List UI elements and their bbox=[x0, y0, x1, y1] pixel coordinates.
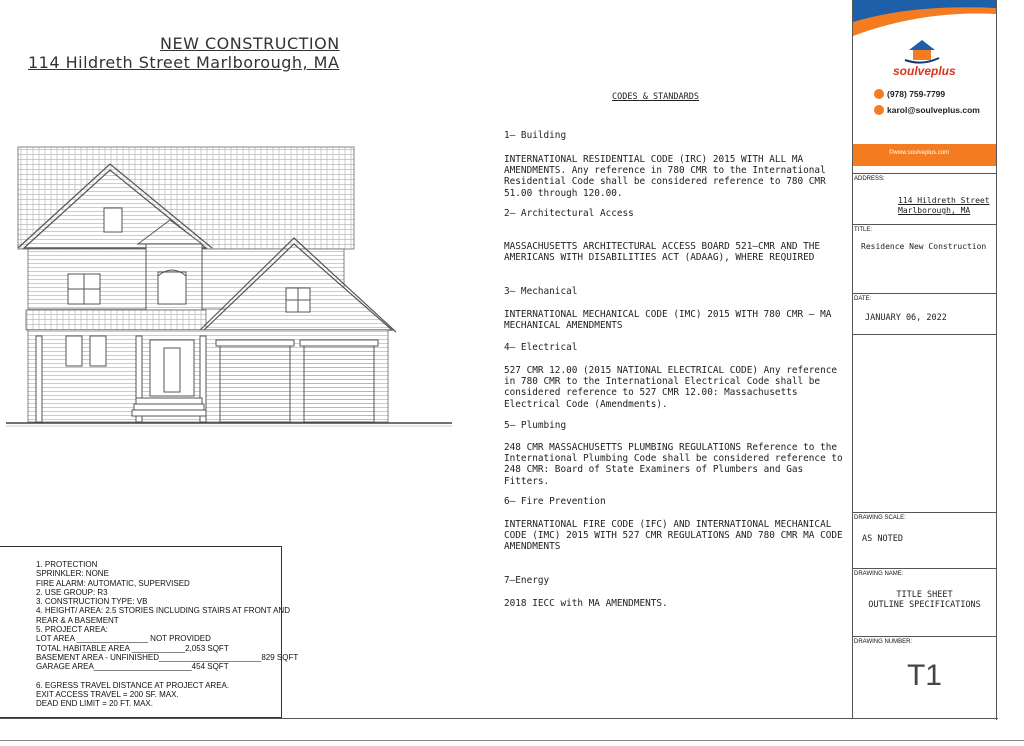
drawing-number-label: DRAWING NUMBER: bbox=[854, 639, 913, 645]
spec-line: 1. PROTECTION bbox=[36, 560, 98, 569]
scale-value: AS NOTED bbox=[862, 534, 903, 544]
title-cell bbox=[852, 224, 997, 295]
spec-line: DEAD END LIMIT = 20 FT. MAX. bbox=[36, 699, 153, 709]
sheet-border-bottom bbox=[0, 718, 998, 719]
logo-website: ©www.soulveplus.com bbox=[889, 150, 950, 156]
project-specs-box bbox=[0, 546, 299, 718]
code-body-building: INTERNATIONAL RESIDENTIAL CODE (IRC) 2015 WITH ALL MA AMENDMENTS. Any reference in 780 CMR to the International Residential Code shall be considered reference to 780 CMR 51.00 through 120.00. bbox=[504, 154, 826, 199]
blank-cell bbox=[852, 334, 997, 512]
date-cell bbox=[852, 293, 997, 334]
front-elevation-drawing bbox=[0, 140, 460, 440]
code-heading-electrical: 4— Electrical bbox=[504, 342, 578, 353]
project-title: NEW CONSTRUCTION bbox=[160, 34, 340, 53]
title-value: Residence New Construction bbox=[861, 242, 987, 251]
drawing-name-line1: TITLE SHEET bbox=[896, 590, 953, 600]
spec-line: 2. USE GROUP: R3 bbox=[36, 587, 108, 597]
spec-line: 4. HEIGHT/ AREA: 2.5 STORIES INCLUDING STAIRS AT FRONT AND bbox=[36, 606, 290, 616]
spec-line: 3. CONSTRUCTION TYPE: VB bbox=[36, 597, 148, 607]
spec-line: 6. EGRESS TRAVEL DISTANCE AT PROJECT AREA. bbox=[36, 680, 230, 690]
address-cell bbox=[852, 173, 997, 229]
drawing-number-cell bbox=[852, 636, 997, 718]
spec-line: FIRE ALARM: AUTOMATIC, SUPERVISED bbox=[36, 578, 190, 588]
code-heading-mechanical: 3— Mechanical bbox=[504, 286, 578, 297]
title-label: TITLE: bbox=[854, 227, 873, 233]
logo-brand: soulveplus bbox=[893, 64, 956, 78]
project-address: 114 Hildreth Street Marlborough, MA bbox=[28, 53, 340, 72]
logo-background-swoosh bbox=[853, 0, 996, 166]
date-value: JANUARY 06, 2022 bbox=[865, 313, 947, 323]
drawing-number: T1 bbox=[906, 659, 942, 692]
code-body-fire: INTERNATIONAL FIRE CODE (IFC) AND INTERNATIONAL MECHANICAL CODE (IMC) 2015 WITH 527 CMR REGULATIONS AND 780 CMR MA CODE AMENDMENTS bbox=[504, 519, 843, 553]
spec-line: SPRINKLER: NONE bbox=[36, 569, 109, 579]
spec-line: 5. PROJECT AREA: bbox=[36, 625, 108, 635]
drawing-name-label: DRAWING NAME: bbox=[854, 571, 904, 577]
scale-label: DRAWING SCALE: bbox=[854, 515, 906, 521]
spec-line: TOTAL HABITABLE AREA ____________2,053 SQFT bbox=[36, 643, 229, 653]
company-logo-panel bbox=[853, 0, 996, 166]
address-line1: 114 Hildreth Street bbox=[898, 196, 990, 205]
spec-line bbox=[36, 672, 281, 681]
logo-phone: (978) 759-7799 bbox=[887, 89, 946, 99]
code-heading-access: 2— Architectural Access bbox=[504, 208, 634, 219]
code-body-plumbing: 248 CMR MASSACHUSETTS PLUMBING REGULATIONS Reference to the International Plumbing Code shall be considered reference to 248 CMR: Board of State Examiners of Plumbers and Gas Fitters. bbox=[504, 442, 843, 487]
date-label: DATE: bbox=[854, 296, 872, 302]
code-heading-energy: 7—Energy bbox=[504, 575, 550, 586]
drawing-name-line2: OUTLINE SPECIFICATIONS bbox=[868, 600, 981, 610]
codes-title: CODES & STANDARDS bbox=[612, 92, 699, 102]
logo-email: karol@soulveplus.com bbox=[887, 105, 980, 115]
scale-cell bbox=[852, 512, 997, 568]
code-heading-plumbing: 5— Plumbing bbox=[504, 420, 567, 431]
address-label: ADDRESS: bbox=[854, 176, 885, 182]
drawing-name-cell bbox=[852, 568, 997, 637]
spec-line: BASEMENT AREA - UNFINISHED_______________________829 SQFT bbox=[36, 652, 299, 662]
code-body-mechanical: INTERNATIONAL MECHANICAL CODE (IMC) 2015 WITH 780 CMR — MA MECHANICAL AMENDMENTS bbox=[504, 309, 832, 332]
address-line2: Marlborough, MA bbox=[898, 206, 971, 215]
code-heading-fire: 6— Fire Prevention bbox=[504, 496, 606, 507]
page-edge bbox=[0, 740, 1024, 741]
code-body-access: MASSACHUSETTS ARCHITECTURAL ACCESS BOARD 521—CMR AND THE AMERICANS WITH DISABILITIES ACT (ADAAG), WHERE REQUIRED bbox=[504, 241, 821, 264]
code-heading-building: 1— Building bbox=[504, 130, 567, 141]
spec-line: GARAGE AREA______________________454 SQFT bbox=[36, 662, 229, 672]
spec-line: REAR & A BASEMENT bbox=[36, 615, 119, 625]
spec-line: EXIT ACCESS TRAVEL = 200 SF. MAX. bbox=[36, 689, 179, 699]
spec-line: LOT AREA ________________ NOT PROVIDED bbox=[36, 634, 211, 644]
code-body-electrical: 527 CMR 12.00 (2015 NATIONAL ELECTRICAL CODE) Any reference in 780 CMR to the International Electrical Code shall be considered reference to 527 CMR 12.00: Massachusetts Electrical Code (Amendments). bbox=[504, 365, 838, 410]
code-body-energy: 2018 IECC with MA AMENDMENTS. bbox=[504, 598, 668, 609]
